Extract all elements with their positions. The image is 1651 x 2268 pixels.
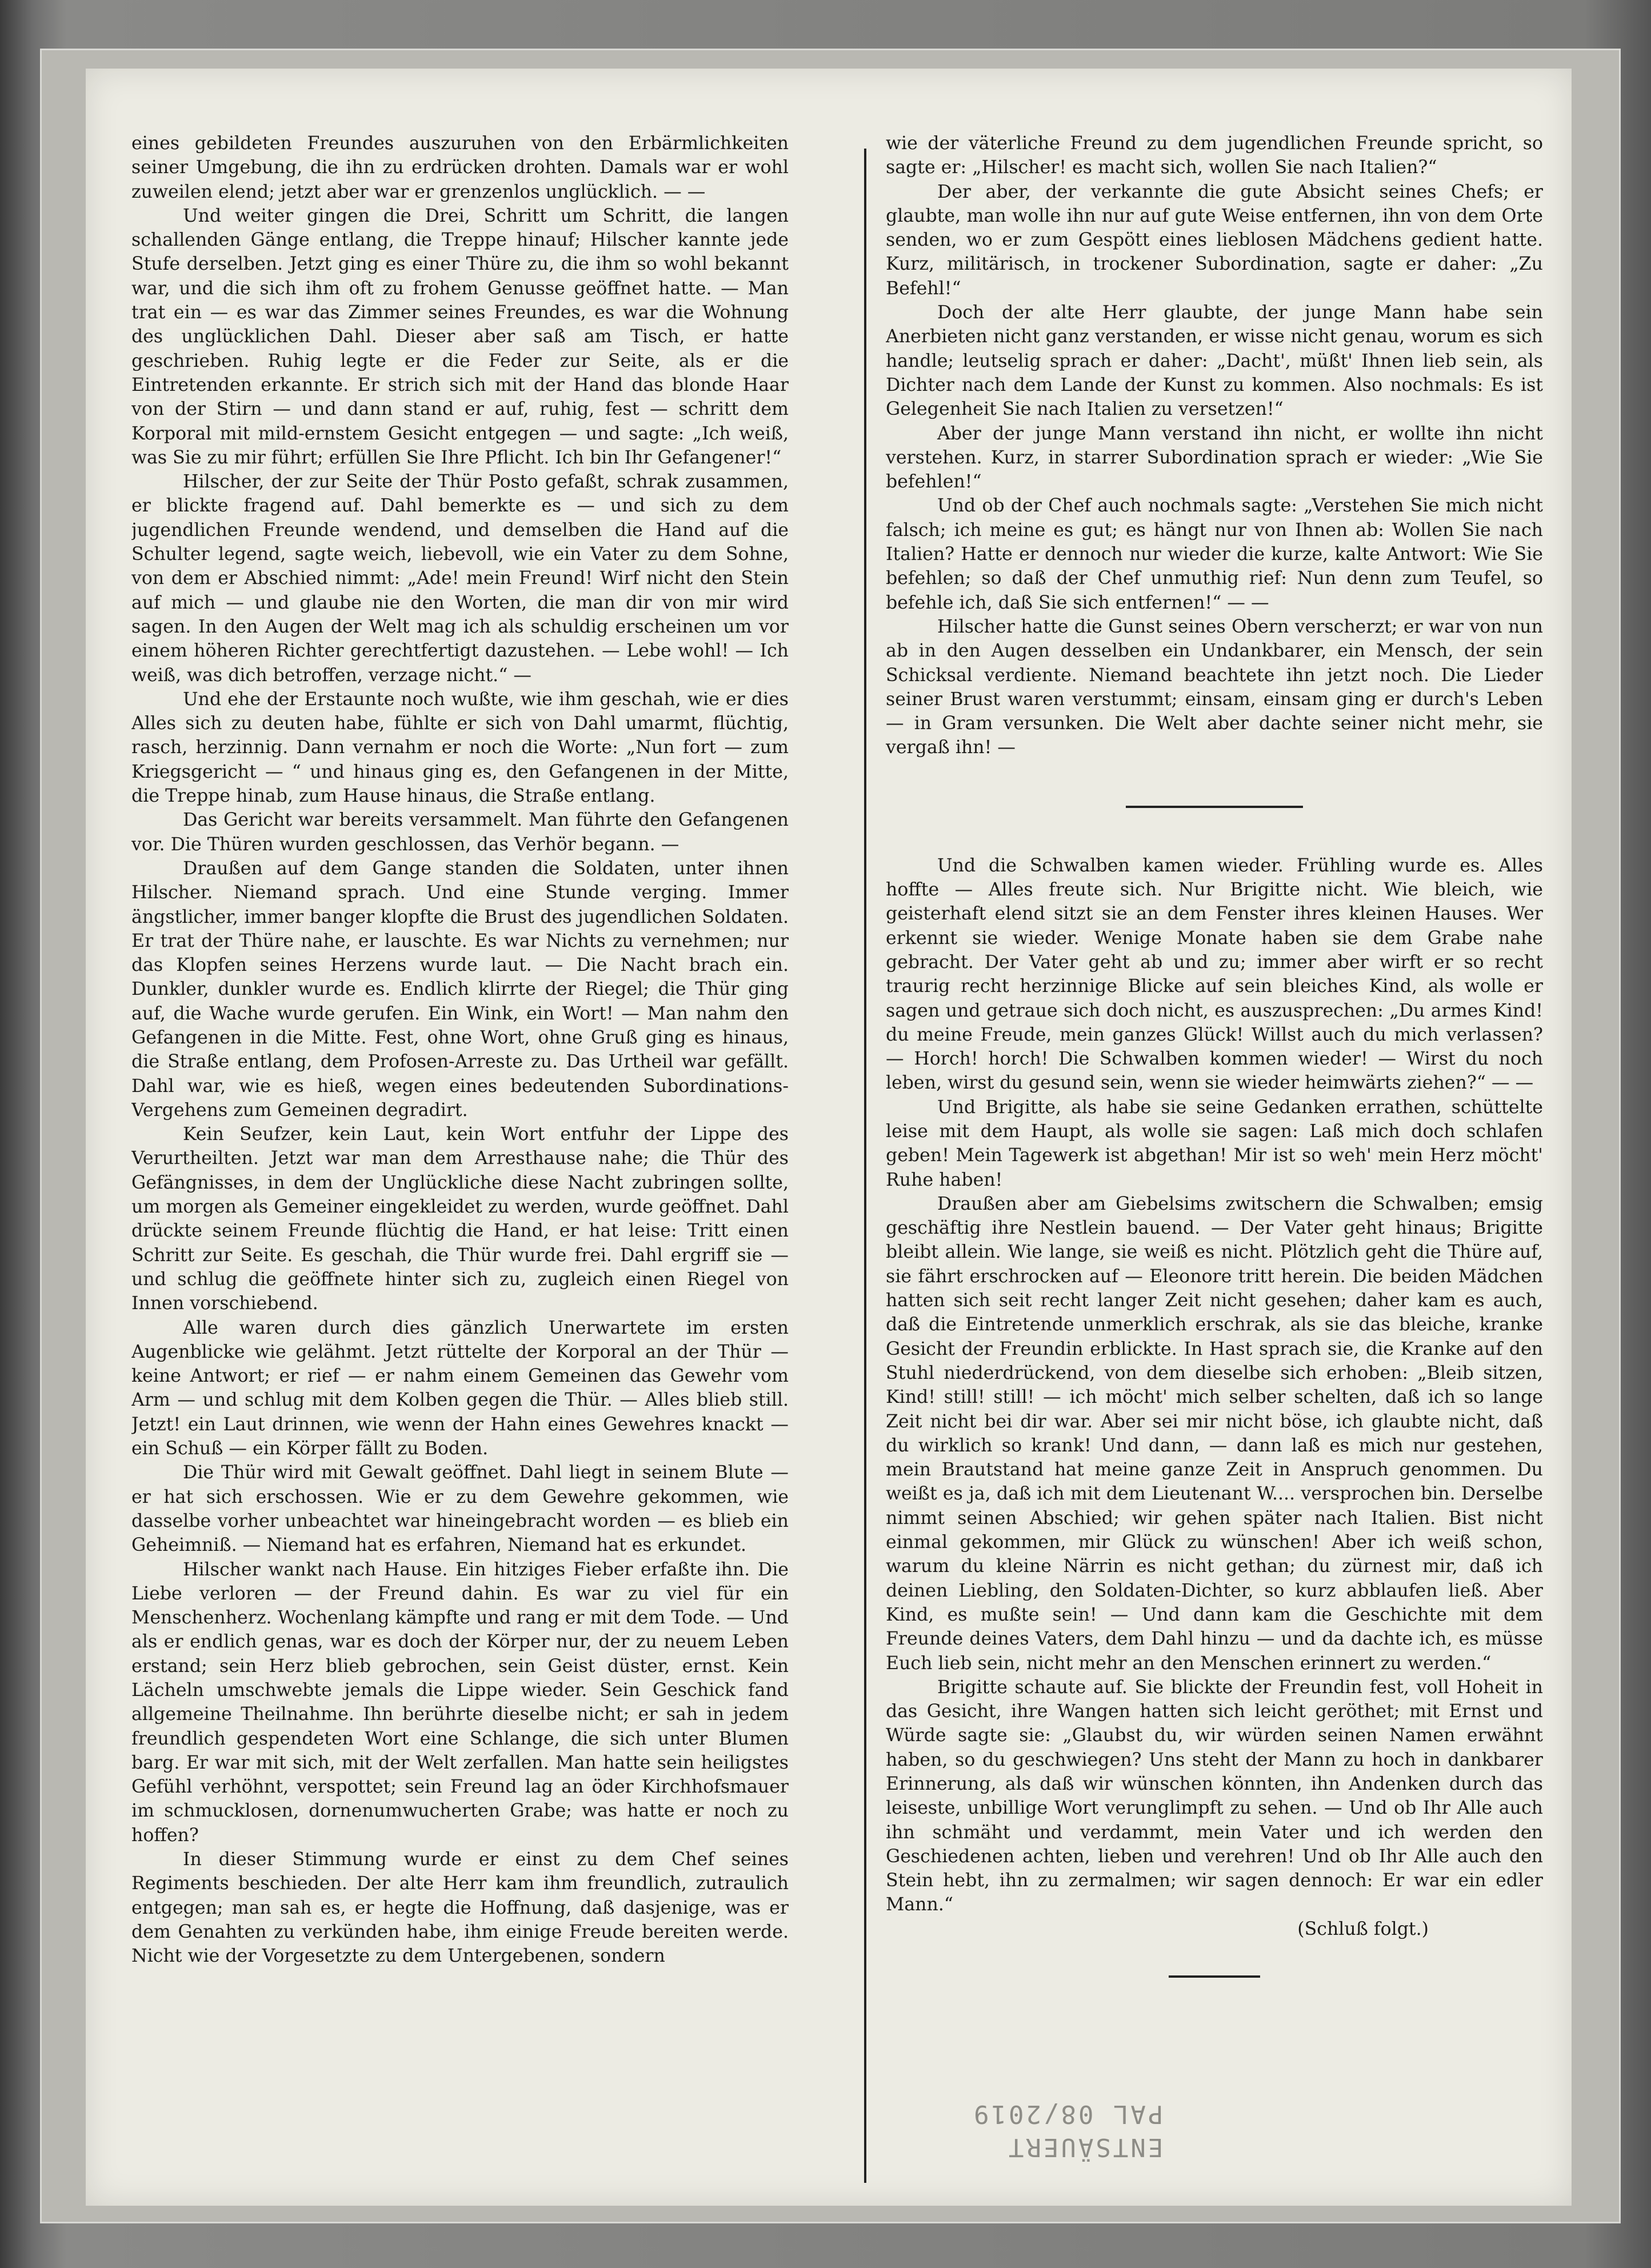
column-divider [864,149,866,2183]
paragraph: wie der väterliche Freund zu dem jugendlichen Freunde spricht, so sagte er: „Hilscher! es macht sich, wollen Sie nach Italien?“ [886,133,1543,178]
left-column [131,131,789,2189]
paragraph: Das Gericht war bereits versammelt. Man führte den Gefangenen vor. Die Thüren wurden geschlossen, das Verhör begann. — [131,810,789,855]
paragraph: Und weiter gingen die Drei, Schritt um Schritt, die langen schallenden Gänge entlang, die Treppe hinauf; Hilscher kannte jede Stufe derselben. Jetzt ging es einer Thüre zu, die ihm so wohl bekannt war, und die sich ihm oft zu frohem Genusse geöffnet hatte. — Man trat ein — es war das Zimmer seines Freundes, es war die Wohnung des unglücklichen Dahl. Dieser aber saß am Tisch, er hatte geschrieben. Ruhig legte er die Feder zur Seite, als er die Eintretenden erkannte. Er strich sich mit der Hand das blonde Haar von der Stirn — und dann stand er auf, ruhig, fest — schritt dem Korporal mit mild-ernstem Gesicht entgegen — und sagte: „Ich weiß, was Sie zu mir führt; erfüllen Sie Ihre Pflicht. Ich bin Ihr Gefangener!“ [131,205,789,468]
paragraph: Und Brigitte, als habe sie seine Gedanken errathen, schüttelte leise mit dem Haupt, als wolle sie sagen: Laß mich doch schlafen geben! Mein Tagewerk ist abgethan! Mir ist so weh' mein Herz möcht' Ruhe haben! [886,1097,1543,1190]
paragraph: Und die Schwalben kamen wieder. Frühling wurde es. Alles hoffte — Alles freute sich. Nur Brigitte nicht. Wie bleich, wie geisterhaft elend sitzt sie an dem Fenster ihres kleinen Hauses. Wer erkennt sie wieder. Wenige Monate haben sie dem Grabe nahe gebracht. Der Vater geht ab und zu; immer aber wirft er so recht traurig recht herzinnige Blicke auf sein bleiches Kind, als wolle er sagen und getraue sich doch nicht, es auszusprechen: „Du armes Kind! du meine Freude, mein ganzes Glück! Willst auch du mich verlassen? — Horch! horch! Die Schwalben kommen wieder! — Wirst du noch leben, wirst du gesund sein, wenn sie wieder heimwärts ziehen?“ — — [886,855,1543,1094]
stamp-line: ENTSÄUERT [1006,2133,1164,2162]
stamp-line: PAL 08/2019 [972,2099,1164,2129]
paragraph: Hilscher, der zur Seite der Thür Posto gefaßt, schrak zusammen, er blickte fragend auf. Dahl bemerkte es — und sich zu dem jugendlichen Freunde wendend, und demselben die Hand auf die Schulter legend, sagte weich, liebevoll, wie ein Vater zu dem Sohne, von dem er Abschied nimmt: „Ade! mein Freund! Wirf nicht den Stein auf mich — und glaube nie den Worten, die man dir von mir wird sagen. In den Augen der Welt mag ich als schuldig erscheinen um vor einem höheren Richter gerechtfertigt dazustehen. — Lebe wohl! — Ich weiß, was dich betroffen, verzage nicht.“ — [131,471,789,686]
paragraph: Und ehe der Erstaunte noch wußte, wie ihm geschah, wie er dies Alles sich zu deuten habe, fühlte er sich von Dahl umarmt, flüchtig, rasch, herzinnig. Dann vernahm er noch die Worte: „Nun fort — zum Kriegsgericht — “ und hinaus ging es, den Gefangenen in der Mitte, die Treppe hinab, zum Hause hinaus, die Straße entlang. [131,689,789,807]
deacidification-stamp [972,2097,1163,2163]
paragraph: Brigitte schaute auf. Sie blickte der Freundin fest, voll Hoheit in das Gesicht, ihre Wangen hatten sich leicht geröthet; mit Ernst und Würde sagte sie: „Glaubst du, wir würden seinen Namen erwähnt haben, so du geschwiegen? Uns steht der Mann zu hoch in dankbarer Erinnerung, als daß wir wünschen könnten, ihn Andenken durch das leiseste, unbillige Wort verunglimpft zu sehen. — Und ob Ihr Alle auch ihn schmäht und verdammt, mein Vater und ich werden den Geschiedenen achten, lieben und verehren! Und ob Ihr Alle auch den Stein hebt, ihn zu zermalmen; wir sagen dennoch: Er war ein edler Mann.“ [886,1677,1543,1915]
paragraph: Der aber, der verkannte die gute Absicht seines Chefs; er glaubte, man wolle ihn nur auf gute Weise entfernen, ihn von dem Orte senden, wo er zum Gespött eines lieblosen Mädchens gedient hatte. Kurz, militärisch, in trockener Subordination, sagte er daher: „Zu Befehl!“ [886,181,1543,299]
paragraph: Draußen auf dem Gange standen die Soldaten, unter ihnen Hilscher. Niemand sprach. Und eine Stunde verging. Immer ängstlicher, immer banger klopfte die Brust des jugendlichen Soldaten. Er trat der Thüre nahe, er lauschte. Es war Nichts zu vernehmen; nur das Klopfen seines Herzens wurde laut. — Die Nacht brach ein. Dunkler, dunkler wurde es. Endlich klirrte der Riegel; die Thür ging auf, die Wache wurde gerufen. Ein Wink, ein Wort! — Man nahm den Gefangenen in die Mitte. Fest, ohne Wort, ohne Gruß ging es hinaus, die Straße entlang, dem Profosen-Arreste zu. Das Urtheil war gefällt. Dahl war, wie es hieß, wegen eines bedeutenden Subordinations-Vergehens zum Gemeinen degradirt. [131,858,789,1121]
paragraph: Aber der junge Mann verstand ihn nicht, er wollte ihn nicht verstehen. Kurz, in starrer Subordination sprach er wieder: „Wie Sie befehlen!“ [886,423,1543,493]
section-separator [1126,806,1303,808]
paragraph: In dieser Stimmung wurde er einst zu dem Chef seines Regiments beschieden. Der alte Herr kam ihm freundlich, zutraulich entgegen; man sah es, er hegte die Hoffnung, daß dasjenige, was er dem Genahten zu verkünden habe, ihm einige Freude bereiten werde. Nicht wie der Vorgesetzte zu dem Untergebenen, sondern [131,1849,789,1967]
paragraph: Kein Seufzer, kein Laut, kein Wort entfuhr der Lippe des Verurtheilten. Jetzt war man dem Arresthause nahe; die Thür des Gefängnisses, in dem der Unglückliche diese Nacht zubringen sollte, um morgen als Gemeiner eingekleidet zu werden, wurde geöffnet. Dahl drückte seinem Freunde flüchtig die Hand, er hat leise: Tritt einen Schritt zur Seite. Es geschah, die Thür wurde frei. Dahl ergriff sie — und schlug die geöffnete hinter sich zu, zugleich einen Riegel von Innen vorschiebend. [131,1124,789,1314]
paragraph: Alle waren durch dies gänzlich Unerwartete im ersten Augenblicke wie gelähmt. Jetzt rüttelte der Korporal an der Thür — keine Antwort; er rief — er nahm einem Gemeinen das Gewehr vom Arm — und schlug mit dem Kolben gegen die Thür. — Alles blieb still. Jetzt! ein Laut drinnen, wie wenn der Hahn eines Gewehres knackt — ein Schuß — ein Körper fällt zu Boden. [131,1317,789,1459]
paragraph: Und ob der Chef auch nochmals sagte: „Verstehen Sie mich nicht falsch; ich meine es gut; es hängt nur von Ihnen ab: Wollen Sie nach Italien? Hatte er dennoch nur wieder die kurze, kalte Antwort: Wie Sie befehlen; so daß der Chef unmuthig rief: Nun denn zum Teufel, so befehle ich, daß Sie sich entfernen!“ — — [886,495,1543,613]
newspaper-page [86,69,1572,2206]
continued-note: (Schluß folgt.) [1297,1918,1429,1939]
paragraph: Hilscher hatte die Gunst seines Obern verscherzt; er war von nun ab in den Augen desselben ein Undankbarer, ein Mensch, der sein Schicksal verdiente. Niemand beachtete ihn jetzt noch. Die Lieder seiner Brust waren verstummt; einsam, einsam ging er durch's Leben — in Gram versunken. Die Welt aber dachte seiner nicht mehr, sie vergaß ihn! — [886,616,1543,758]
paragraph: Die Thür wird mit Gewalt geöffnet. Dahl liegt in seinem Blute — er hat sich erschossen. Wie er zu dem Gewehre gekommen, wie dasselbe vorher unbeachtet war hineingebracht worden — es blieb ein Geheimniß. — Niemand hat es erfahren, Niemand hat es erkundet. [131,1462,789,1556]
paragraph: Hilscher wankt nach Hause. Ein hitziges Fieber erfaßte ihn. Die Liebe verloren — der Freund dahin. Es war zu viel für ein Menschenherz. Wochenlang kämpfte und rang er mit dem Tode. — Und als er endlich genas, war es doch der Körper nur, der zu neuem Leben erstand; sein Herz blieb gebrochen, sein Geist düster, ernst. Kein Lächeln umschwebte jemals die Lippe wieder. Sein Geschick fand allgemeine Theilnahme. Ihn berührte dieselbe nicht; er sah in jedem freundlich gespendeten Wort eine Schlange, die sich unter Blumen barg. Er war mit sich, mit der Welt zerfallen. Man hatte sein heiligstes Gefühl verhöhnt, verspottet; sein Freund lag an öder Kirchhofsmauer im schmucklosen, dornenumwucherten Grabe; was hatte er noch zu hoffen? [131,1559,789,1846]
paragraph: Doch der alte Herr glaubte, der junge Mann habe sein Anerbieten nicht ganz verstanden, er wisse nicht genau, worum es sich handle; leutselig sprach er daher: „Dacht', müßt' Ihnen lieb sein, als Dichter nach dem Lande der Kunst zu kommen. Also nochmals: Es ist Gelegenheit Sie nach Italien zu versetzen!“ [886,302,1543,420]
paragraph: Draußen aber am Giebelsims zwitschern die Schwalben; emsig geschäftig ihre Nestlein bauend. — Der Vater geht hinaus; Brigitte bleibt allein. Wie lange, sie weiß es nicht. Plötzlich geht die Thüre auf, sie fährt erschrocken auf — Eleonore tritt herein. Die beiden Mädchen hatten sich seit recht langer Zeit nicht gesehen; daher kam es auch, daß die Eintretende unmerklich erschrak, als sie das bleiche, kranke Gesicht der Freundin erblickte. In Hast sprach sie, die Kranke auf den Stuhl niederdrückend, von dem dieselbe sich erhoben: „Bleib sitzen, Kind! still! still! — ich möcht' mich selber schelten, daß ich so lange Zeit nicht bei dir war. Aber sei mir nicht böse, ich glaubte nicht, daß du wirklich so krank! Und dann, — dann laß es mich nur gestehen, mein Brautstand hat meine ganze Zeit in Anspruch genommen. Du weißt es ja, daß ich mit dem Lieutenant W.... versprochen bin. Derselbe nimmt seinen Abschied; wir gehen später nach Italien. Bist nicht einmal gekommen, mir Glück zu wünschen! Aber ich weiß schon, warum du kleine Närrin es nicht gethan; du zürnest mir, daß ich deinen Liebling, den Soldaten-Dichter, so kurz abblaufen ließ. Aber Kind, es mußte sein! — Und dann kam die Geschichte mit dem Freunde deines Vaters, dem Dahl hinzu — und da dachte ich, es müsse Euch lieb sein, nicht mehr an den Menschen erinnert zu werden.“ [886,1193,1543,1674]
paragraph: eines gebildeten Freundes auszuruhen von den Erbärmlichkeiten seiner Umgebung, die ihn zu erdrücken drohten. Damals war er wohl zuweilen elend; jetzt aber war er grenzenlos unglücklich. — — [131,133,789,202]
right-column [886,131,1543,2189]
end-separator [1169,1975,1260,1978]
